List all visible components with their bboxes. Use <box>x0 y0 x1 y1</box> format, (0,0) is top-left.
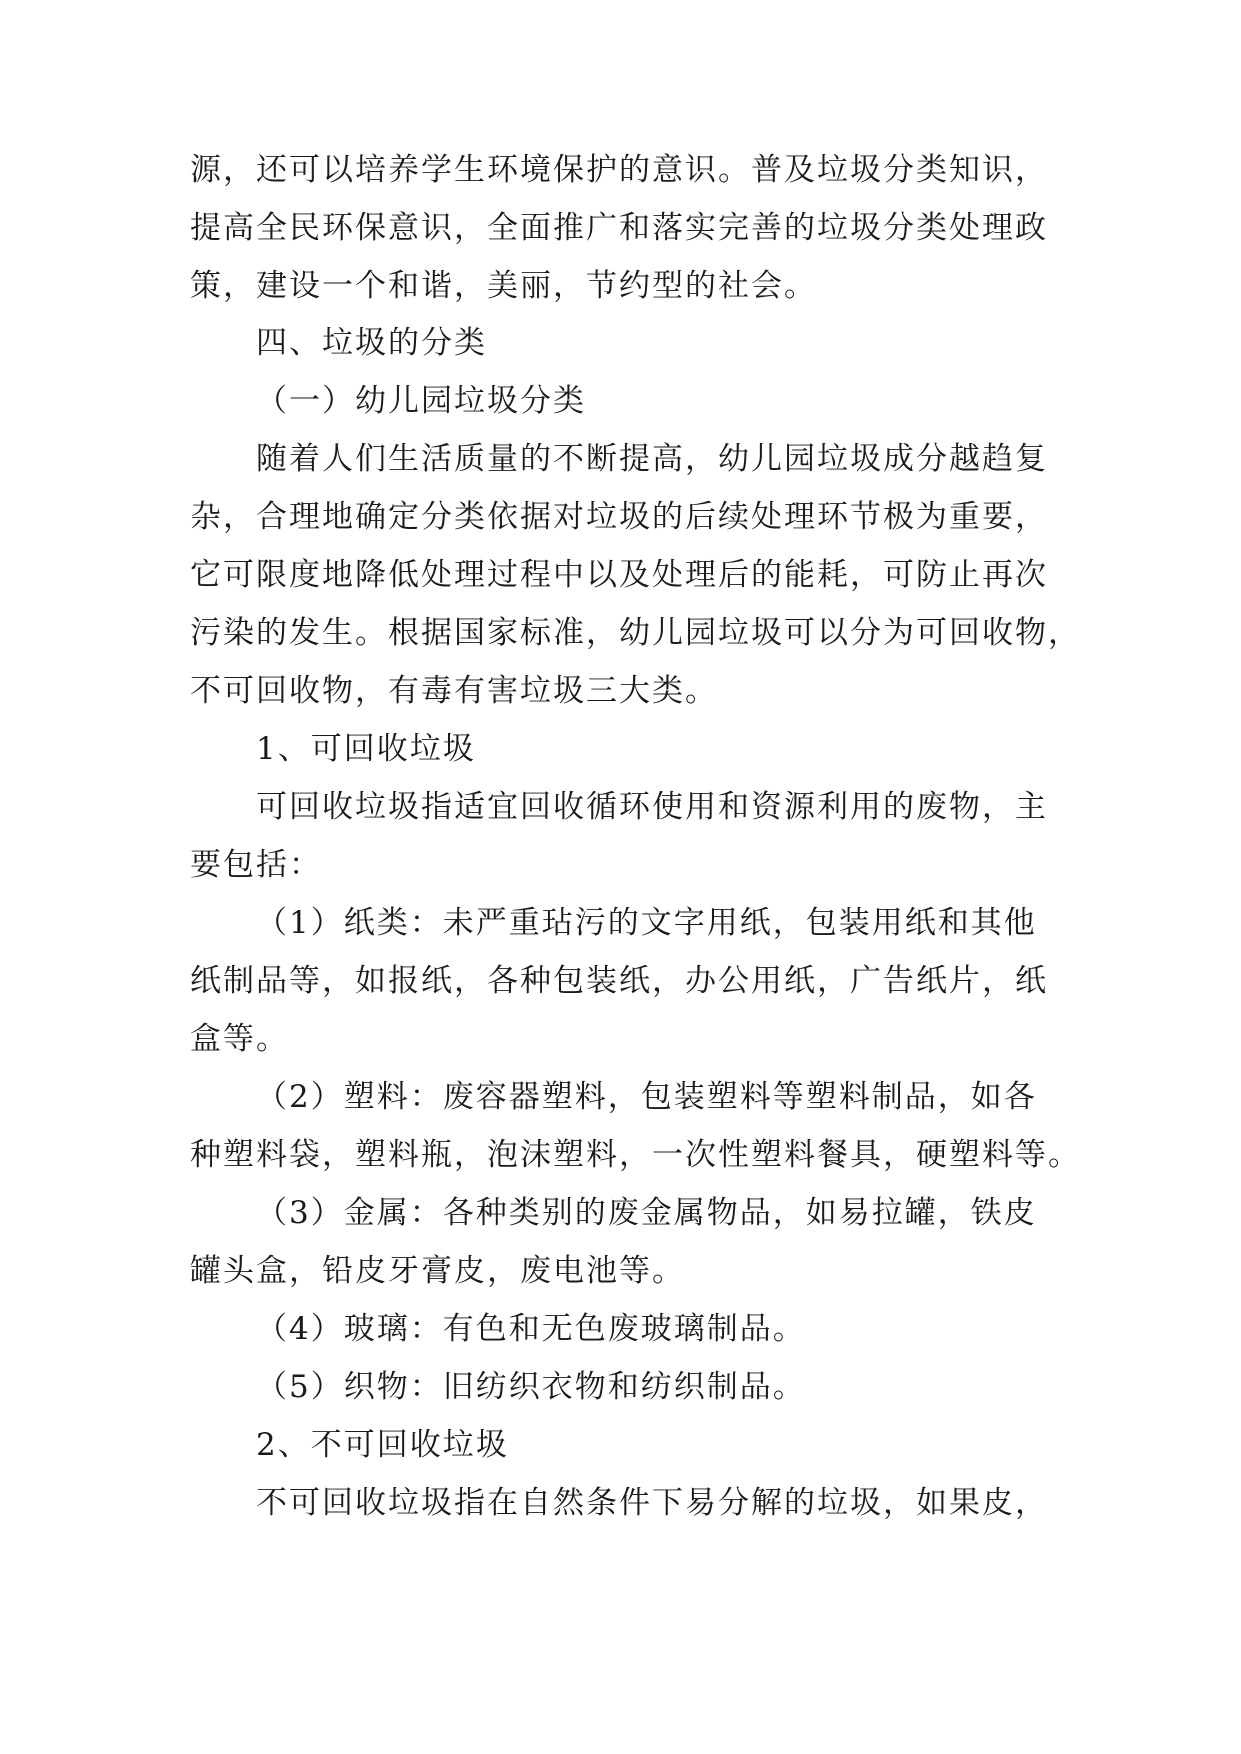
text-line: 它可限度地降低处理过程中以及处理后的能耗，可防止再次 <box>190 557 1048 593</box>
text-line: （2）塑料：废容器塑料，包装塑料等塑料制品，如各 <box>256 1079 1037 1115</box>
text-line: 源，还可以培养学生环境保护的意识。普及垃圾分类知识， <box>190 152 1048 188</box>
text-line: （5）织物：旧纺织衣物和纺织制品。 <box>256 1369 806 1405</box>
text-line: 不可回收垃圾指在自然条件下易分解的垃圾，如果皮， <box>256 1485 1048 1521</box>
text-line: 杂，合理地确定分类依据对垃圾的后续处理环节极为重要， <box>190 499 1048 535</box>
text-line: 纸制品等，如报纸，各种包装纸，办公用纸，广告纸片，纸 <box>190 963 1048 999</box>
text-line: 污染的发生。根据国家标准，幼儿园垃圾可以分为可回收物， <box>190 615 1081 651</box>
text-line: 可回收垃圾指适宜回收循环使用和资源利用的废物，主 <box>256 789 1048 825</box>
text-line: 盒等。 <box>190 1021 289 1057</box>
text-line: 随着人们生活质量的不断提高，幼儿园垃圾成分越趋复 <box>256 441 1048 477</box>
item-heading: 1、可回收垃圾 <box>256 731 476 767</box>
text-line: 罐头盒，铅皮牙膏皮，废电池等。 <box>190 1253 685 1289</box>
section-heading: 四、垃圾的分类 <box>256 325 487 361</box>
item-heading: 2、不可回收垃圾 <box>256 1427 509 1463</box>
text-line: 要包括： <box>190 847 322 883</box>
text-line: （1）纸类：未严重玷污的文字用纸，包装用纸和其他 <box>256 905 1037 941</box>
text-line: 种塑料袋，塑料瓶，泡沫塑料，一次性塑料餐具，硬塑料等。 <box>190 1137 1081 1173</box>
text-line: 策，建设一个和谐，美丽，节约型的社会。 <box>190 268 817 304</box>
subsection-heading: （一）幼儿园垃圾分类 <box>256 383 586 419</box>
text-line: （4）玻璃：有色和无色废玻璃制品。 <box>256 1311 806 1347</box>
text-line: （3）金属：各种类别的废金属物品，如易拉罐，铁皮 <box>256 1195 1037 1231</box>
text-line: 不可回收物，有毒有害垃圾三大类。 <box>190 673 718 709</box>
text-line: 提高全民环保意识，全面推广和落实完善的垃圾分类处理政 <box>190 210 1048 246</box>
